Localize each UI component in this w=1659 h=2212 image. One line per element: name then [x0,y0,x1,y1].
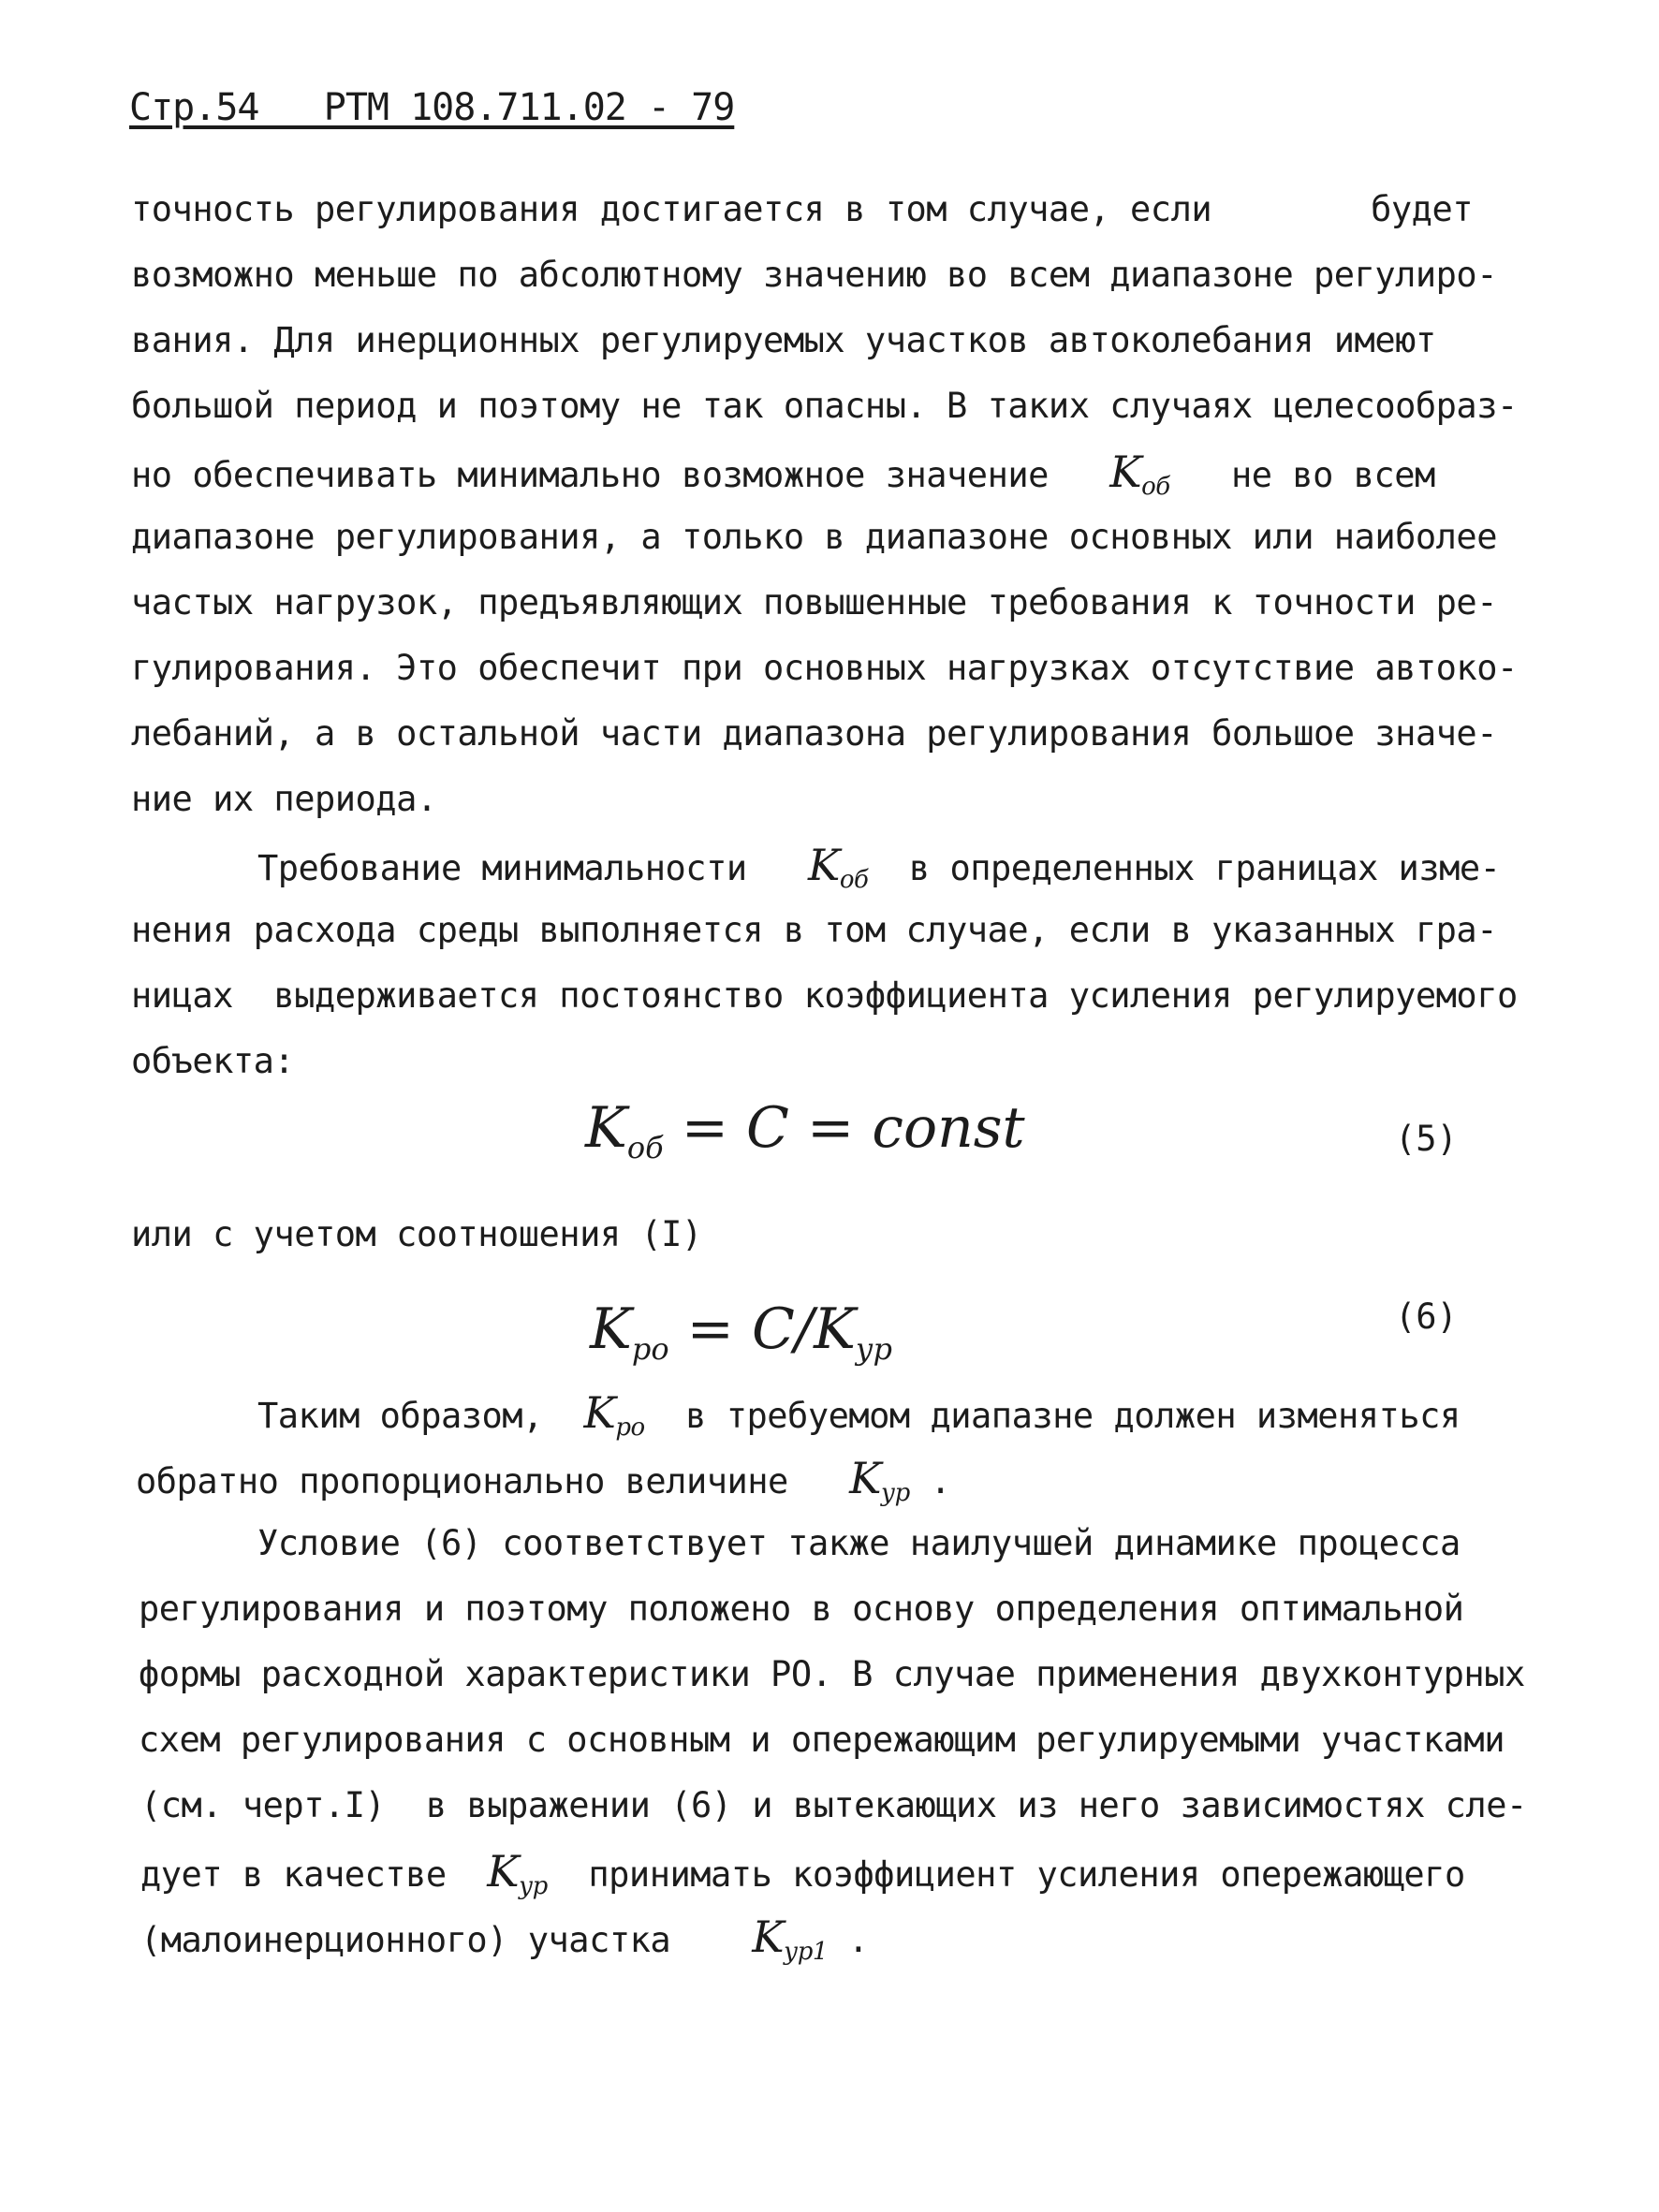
p1-line-7: частых нагрузок, предъявляющих повышенные требования к точности ре- [131,582,1497,623]
p1-line-8: гулирования. Это обеспечит при основных нагрузках отсутствие автоко- [131,648,1518,688]
p4-line-3: формы расходной характеристики РО. В случае применения двухконтурных [139,1654,1525,1694]
p1-line-6: диапазоне регулирования, а только в диапазоне основных или наиболее [131,517,1497,557]
p4-line-7: (малоинерционного) участка $K_{ур1}$ . [140,1912,869,1966]
p1-line-1-text: точность регулирования достигается в том случае, если [131,189,1212,229]
p3-line-2: обратно пропорционально величине $K_{ур}$ . [136,1453,951,1507]
p3-line-1-text: Таким образом, [257,1396,543,1436]
p1-line-1-end: будет [1371,189,1474,229]
p1-line-4: большой период и поэтому не так опасны. В таких случаях целесообраз- [131,386,1518,426]
p2-line-3: ницах выдерживается постоянство коэффициента усиления регулируемого [131,975,1518,1016]
p4-line-6-text: дует в качестве [140,1854,447,1895]
between-text: или с учетом соотношения (I) [131,1214,702,1254]
p1-line-5-text: но обеспечивать минимально возможное значение [131,455,1049,495]
p2-line-1-end: в определенных границах изме- [908,848,1501,888]
p3-line-2-text: обратно пропорционально величине [136,1461,788,1502]
k-ob-symbol-2: $K_{об}$ [807,840,869,894]
k-yr-symbol-2: $K_{ур}$ [487,1846,548,1900]
p1-line-5 [131,449,1435,509]
p2-line-1-text: Требование минимальности [257,848,747,888]
p1-line-10: ние их периода. [131,779,437,819]
p1-line-2: возможно меньше по абсолютному значению во всем диапазоне регулиро- [131,255,1497,295]
k-po-symbol: $K_{ро}$ [583,1387,645,1442]
page-header: Стр.54 РТМ 108.711.02 - 79 [129,86,735,129]
p4-line-7-text: (малоинерционного) участка [140,1920,671,1960]
p1-line-1 [131,187,1473,232]
p1-line-5-end: не во всем [1230,455,1435,495]
p4-line-6-end: принимать коэффициент усиления опережающего [588,1854,1465,1895]
p3-line-1 [257,1387,1461,1450]
p4-line-4: схем регулирования с основным и опережающим регулируемыми участками [139,1720,1505,1760]
p3-line-1-end: в требуемом диапазне должен изменяться [685,1396,1461,1436]
p1-line-3: вания. Для инерционных регулируемых участков автоколебания имеют [131,320,1436,360]
p4-line-6 [140,1846,1465,1909]
p4-line-5: (см. черт.I) в выражении (6) и вытекающих из него зависимостях сле- [140,1785,1527,1825]
equation-5-number: (5) [1395,1119,1458,1159]
equation-5: $K_{об} = C$ = const [585,1095,1025,1165]
p4-line-2: регулирования и поэтому положено в основу определения оптимальной [139,1589,1464,1629]
p2-line-4: объекта: [131,1041,295,1081]
equation-6-number: (6) [1395,1296,1458,1337]
equation-6: $K_{ро} = C/K_{ур}$ [590,1296,892,1367]
p2-line-1 [257,842,1500,902]
p4-line-1: Условие (6) соответствует также наилучшей динамике процесса [257,1523,1461,1563]
p2-line-2: нения расхода среды выполняется в том случае, если в указанных гра- [131,910,1497,950]
k-ob-symbol: $K_{об}$ [1109,447,1170,501]
p1-line-9: лебаний, а в остальной части диапазона регулирования большое значе- [131,713,1497,754]
k-yr1-symbol: $K_{ур1}$ [752,1912,828,1966]
k-yr-symbol: $K_{ур}$ [849,1453,910,1507]
